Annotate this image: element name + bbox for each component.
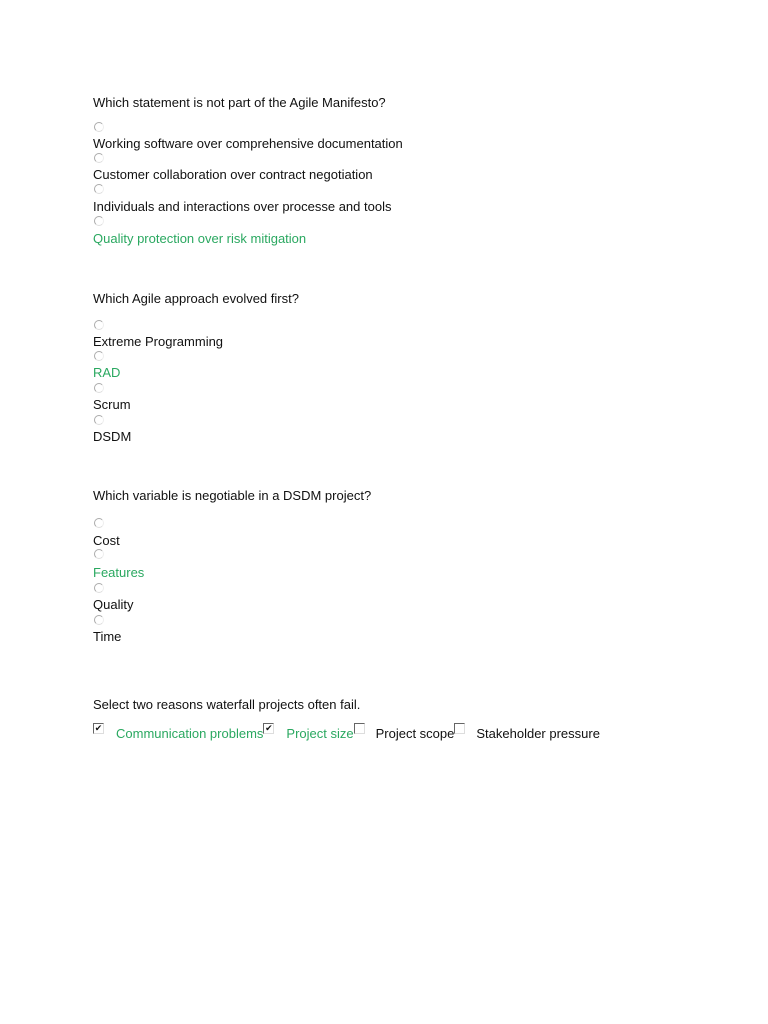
option-label: Scrum (93, 397, 131, 412)
option-label: RAD (93, 365, 121, 380)
radio-button[interactable] (94, 518, 104, 528)
checkbox[interactable] (454, 723, 465, 734)
radio-button[interactable] (94, 184, 104, 194)
option-label: DSDM (93, 429, 132, 444)
checkbox-row (93, 722, 600, 742)
option-label: Time (93, 629, 122, 644)
checkbox-label: Stakeholder pressure (476, 726, 600, 741)
checkbox-label: Project size (286, 726, 354, 741)
radio-button[interactable] (94, 351, 104, 361)
radio-button[interactable] (94, 383, 104, 393)
option-label: Quality protection over risk mitigation (93, 231, 307, 246)
checkbox-label: Communication problems (116, 726, 264, 741)
radio-button[interactable] (94, 153, 104, 163)
question-prompt: Which variable is negotiable in a DSDM project? (93, 488, 372, 503)
checkbox-label: Project scope (375, 726, 455, 741)
radio-button[interactable] (94, 122, 104, 132)
question-prompt: Which Agile approach evolved first? (93, 291, 299, 306)
question-prompt: Which statement is not part of the Agile Manifesto? (93, 95, 386, 110)
checkbox[interactable]: ✔ (94, 723, 103, 733)
radio-button[interactable] (94, 549, 104, 559)
option-label: Cost (93, 533, 120, 548)
radio-button[interactable] (94, 216, 104, 226)
question-prompt: Select two reasons waterfall projects often fail. (93, 697, 361, 712)
option-label: Features (93, 565, 145, 580)
radio-button[interactable] (94, 615, 104, 625)
option-label: Quality (93, 597, 134, 612)
option-label: Extreme Programming (93, 334, 224, 349)
checkbox[interactable] (354, 723, 365, 734)
option-label: Customer collaboration over contract negotiation (93, 167, 373, 182)
radio-button[interactable] (94, 320, 104, 330)
option-label: Working software over comprehensive documentation (93, 136, 403, 151)
option-label: Individuals and interactions over processe and tools (93, 199, 392, 214)
checkbox[interactable]: ✔ (265, 723, 273, 733)
radio-button[interactable] (94, 583, 104, 593)
radio-button[interactable] (94, 415, 104, 425)
